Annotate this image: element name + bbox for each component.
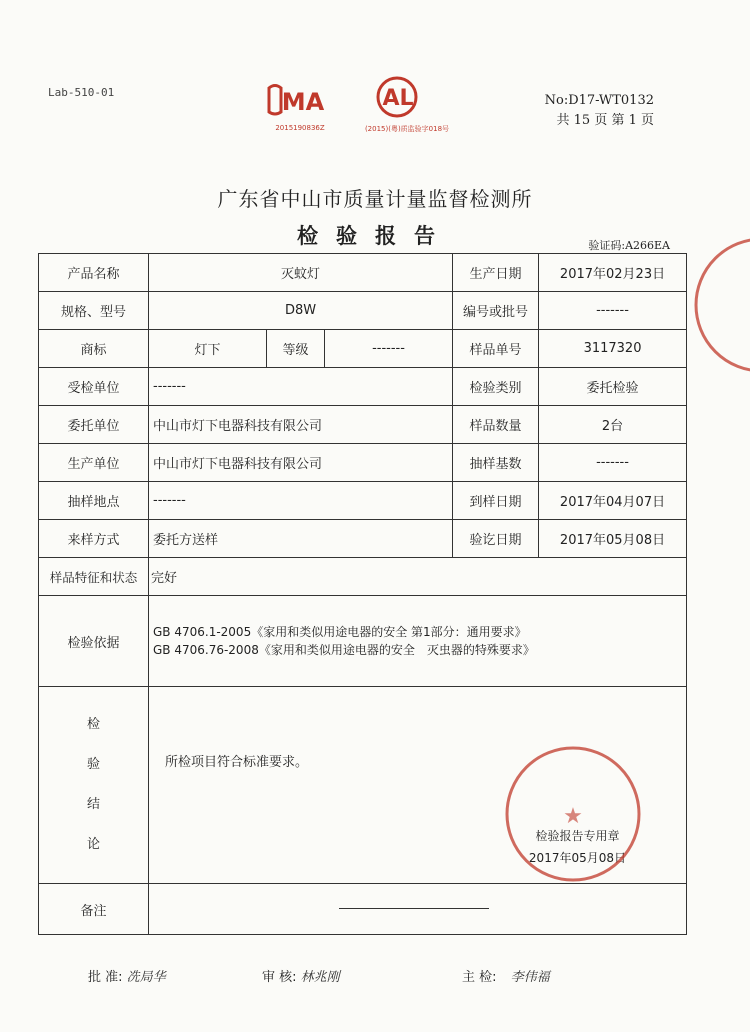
inspection-type-value: 委托检验	[539, 368, 687, 406]
sampling-base-value: -------	[539, 444, 687, 482]
client-value: 中山市灯下电器科技有限公司	[149, 406, 453, 444]
table-row	[39, 292, 687, 330]
producer-label: 生产单位	[39, 444, 149, 482]
conclusion-label-char: 验	[86, 757, 100, 772]
table-row	[39, 520, 687, 558]
cal-logo	[352, 74, 462, 134]
product-name: 灭蚊灯	[149, 254, 453, 292]
production-date-label: 生产日期	[453, 254, 539, 292]
approve-block	[88, 966, 166, 985]
sample-method-label: 来样方式	[39, 520, 149, 558]
report-title: 检验报告	[297, 224, 453, 248]
sampling-base-label: 抽样基数	[453, 444, 539, 482]
sample-qty-label: 样品数量	[453, 406, 539, 444]
brand-value: 灯下	[149, 330, 267, 368]
conclusion-label-char: 论	[86, 837, 100, 852]
sample-no-value: 3117320	[539, 330, 687, 368]
stamp-title: 检验报告专用章	[535, 829, 620, 843]
table-row	[39, 330, 687, 368]
stamp-date: 2017年05月08日	[528, 851, 627, 865]
table-row	[39, 444, 687, 482]
svg-text:★: ★	[563, 804, 583, 829]
conclusion-label	[39, 687, 149, 884]
remarks-cell	[149, 884, 687, 935]
cma-logo	[265, 80, 335, 132]
remarks-label: 备注	[39, 884, 149, 935]
ma-number: 2015190836Z	[275, 124, 325, 132]
cal-logo-text: AL	[382, 86, 414, 111]
table-row	[39, 482, 687, 520]
sample-no-label: 样品单号	[453, 330, 539, 368]
spec-label: 规格、型号	[39, 292, 149, 330]
approve-label: 批 准:	[88, 970, 123, 985]
completion-date-value: 2017年05月08日	[539, 520, 687, 558]
inspector-signature: 李伟福	[510, 970, 550, 985]
inspected-unit-label: 受检单位	[39, 368, 149, 406]
grade-label: 等级	[267, 330, 325, 368]
page-info: 共 15 页 第 1 页	[556, 113, 654, 128]
remarks-line	[339, 908, 489, 909]
table-row	[39, 687, 687, 884]
spec-value: D8W	[149, 292, 453, 330]
brand-label: 商标	[39, 330, 149, 368]
basis-cell	[149, 596, 687, 687]
table-row	[39, 368, 687, 406]
basis-label: 检验依据	[39, 596, 149, 687]
official-seal-icon	[498, 739, 648, 889]
verification-code: 验证码:A266EA	[588, 239, 670, 252]
sampling-site-value: -------	[149, 482, 453, 520]
conclusion-cell	[149, 687, 687, 884]
approve-signature: 冼局华	[126, 970, 166, 985]
side-seal-icon	[688, 230, 750, 380]
conclusion-text: 所检项目符合标准要求。	[165, 755, 309, 770]
table-row	[39, 884, 687, 935]
basis-standard-2: GB 4706.76-2008《家用和类似用途电器的安全 灭虫器的特殊要求》	[153, 643, 535, 657]
inspection-type-label: 检验类别	[453, 368, 539, 406]
document-number: No:D17-WT0132	[544, 93, 654, 108]
inspected-unit-value: -------	[149, 368, 453, 406]
cal-number: (2015)(粤)质监验字018号	[364, 125, 450, 133]
sample-method-value: 委托方送样	[149, 520, 453, 558]
arrival-date-label: 到样日期	[453, 482, 539, 520]
review-block	[262, 966, 340, 985]
client-label: 委托单位	[39, 406, 149, 444]
batch-value: -------	[539, 292, 687, 330]
table-row	[39, 406, 687, 444]
sample-state-value: 完好	[149, 558, 687, 596]
basis-standard-1: GB 4706.1-2005《家用和类似用途电器的安全 第1部分：通用要求》	[153, 625, 527, 639]
completion-date-label: 验讫日期	[453, 520, 539, 558]
table-row	[39, 596, 687, 687]
product-name-label: 产品名称	[39, 254, 149, 292]
conclusion-label-char: 检	[86, 717, 100, 732]
conclusion-label-char: 结	[86, 797, 100, 812]
table-row	[39, 558, 687, 596]
ma-logo-text: MA	[281, 88, 325, 116]
table-row	[39, 254, 687, 292]
inspector-label: 主 检:	[462, 970, 497, 985]
review-signature: 林兆刚	[300, 970, 340, 985]
institution-name: 广东省中山市质量计量监督检测所	[217, 187, 533, 211]
review-label: 审 核:	[262, 970, 297, 985]
inspector-block	[462, 966, 550, 985]
production-date: 2017年02月23日	[539, 254, 687, 292]
document-number-block	[545, 91, 654, 131]
sample-qty-value: 2台	[539, 406, 687, 444]
report-table	[38, 253, 687, 935]
arrival-date-value: 2017年04月07日	[539, 482, 687, 520]
sample-state-label: 样品特征和状态	[39, 558, 149, 596]
producer-value: 中山市灯下电器科技有限公司	[149, 444, 453, 482]
lab-code: Lab-510-01	[48, 86, 115, 99]
sampling-site-label: 抽样地点	[39, 482, 149, 520]
batch-label: 编号或批号	[453, 292, 539, 330]
grade-value: -------	[325, 330, 453, 368]
